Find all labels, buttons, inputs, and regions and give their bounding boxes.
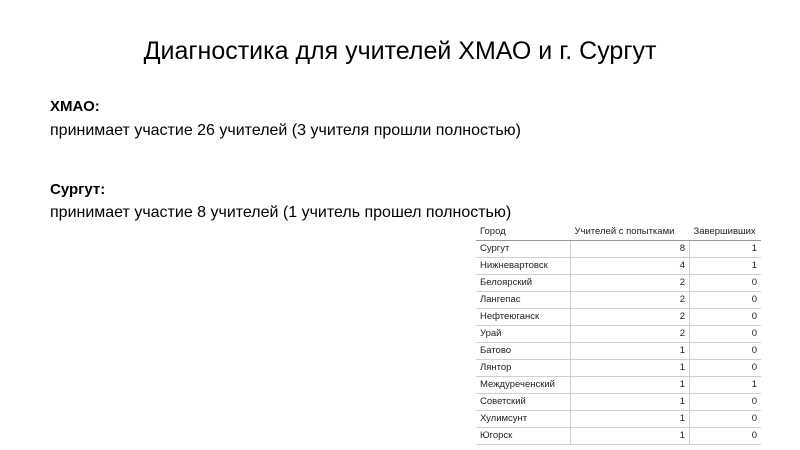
cell-completed: 1 (690, 258, 762, 275)
hmao-heading: ХМАО: (50, 98, 100, 115)
cell-city: Батово (476, 343, 571, 360)
table-row (476, 343, 761, 360)
cell-completed: 0 (690, 275, 762, 292)
table-row (476, 326, 761, 343)
table-row (476, 258, 761, 275)
cell-attempts: 1 (571, 428, 690, 445)
header-city: Город (476, 224, 571, 241)
cell-completed: 0 (690, 292, 762, 309)
cell-attempts: 2 (571, 292, 690, 309)
table-row (476, 309, 761, 326)
table-row (476, 360, 761, 377)
table-row (476, 292, 761, 309)
table-row (476, 377, 761, 394)
cell-attempts: 1 (571, 411, 690, 428)
table-row (476, 241, 761, 258)
table-row (476, 394, 761, 411)
cell-attempts: 2 (571, 326, 690, 343)
cell-completed: 0 (690, 360, 762, 377)
table-row (476, 428, 761, 445)
cell-city: Советский (476, 394, 571, 411)
cell-attempts: 1 (571, 360, 690, 377)
cell-completed: 1 (690, 241, 762, 258)
cell-city: Югорск (476, 428, 571, 445)
cell-completed: 0 (690, 343, 762, 360)
slide-title: Диагностика для учителей ХМАО и г. Сургут (143, 37, 657, 65)
cell-completed: 0 (690, 428, 762, 445)
cell-attempts: 1 (571, 343, 690, 360)
cell-city: Урай (476, 326, 571, 343)
cell-attempts: 2 (571, 275, 690, 292)
cell-city: Междуреченский (476, 377, 571, 394)
cell-city: Белоярский (476, 275, 571, 292)
cell-city: Нефтеюганск (476, 309, 571, 326)
cell-completed: 0 (690, 326, 762, 343)
surgut-summary: принимает участие 8 учителей (1 учитель прошел полностью) (50, 204, 512, 221)
hmao-summary: принимает участие 26 учителей (3 учителя прошли полностью) (50, 122, 521, 139)
cell-city: Нижневартовск (476, 258, 571, 275)
cell-city: Сургут (476, 241, 571, 258)
cell-attempts: 1 (571, 377, 690, 394)
cell-completed: 0 (690, 394, 762, 411)
header-completed: Завершивших (690, 224, 762, 241)
table-header-row (476, 224, 761, 241)
cell-attempts: 4 (571, 258, 690, 275)
cell-city: Хулимсунт (476, 411, 571, 428)
table-row (476, 275, 761, 292)
cell-attempts: 1 (571, 394, 690, 411)
cell-completed: 1 (690, 377, 762, 394)
cell-attempts: 2 (571, 309, 690, 326)
cell-completed: 0 (690, 411, 762, 428)
cell-attempts: 8 (571, 241, 690, 258)
cell-city: Лангепас (476, 292, 571, 309)
cell-completed: 0 (690, 309, 762, 326)
city-teachers-table (476, 224, 761, 445)
cell-city: Лянтор (476, 360, 571, 377)
header-attempts: Учителей с попытками (571, 224, 690, 241)
surgut-heading: Сургут: (50, 181, 106, 198)
table-row (476, 411, 761, 428)
